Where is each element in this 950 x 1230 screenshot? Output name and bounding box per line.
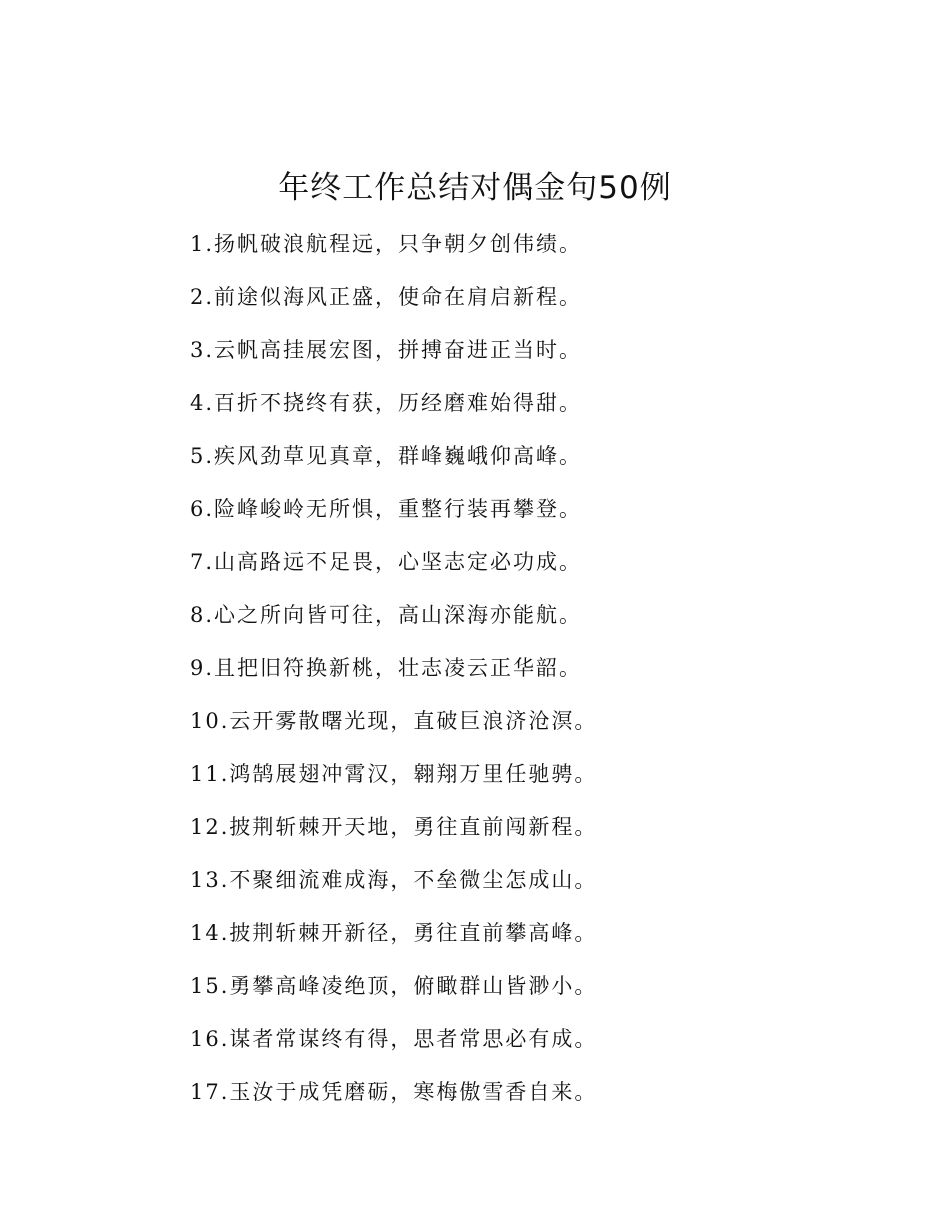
quote-item-12: 12.披荆斩棘开天地，勇往直前闯新程。	[190, 815, 598, 839]
quote-item-10: 10.云开雾散曙光现，直破巨浪济沧溟。	[190, 709, 598, 733]
quote-item-9: 9.且把旧符换新桃，壮志凌云正华韶。	[190, 656, 583, 680]
quote-item-17: 17.玉汝于成凭磨砺，寒梅傲雪香自来。	[190, 1080, 598, 1104]
quote-item-8: 8.心之所向皆可往，高山深海亦能航。	[190, 603, 583, 627]
quote-item-5: 5.疾风劲草见真章，群峰巍峨仰高峰。	[190, 444, 583, 468]
quote-item-16: 16.谋者常谋终有得，思者常思必有成。	[190, 1027, 598, 1051]
quote-item-13: 13.不聚细流难成海，不垒微尘怎成山。	[190, 868, 598, 892]
quote-item-1: 1.扬帆破浪航程远，只争朝夕创伟绩。	[190, 232, 583, 256]
quote-item-3: 3.云帆高挂展宏图，拼搏奋进正当时。	[190, 338, 583, 362]
quote-item-7: 7.山高路远不足畏，心坚志定必功成。	[190, 550, 583, 574]
document-title: 年终工作总结对偶金句50例	[278, 170, 672, 206]
quote-item-2: 2.前途似海风正盛，使命在肩启新程。	[190, 285, 583, 309]
quote-item-11: 11.鸿鹄展翅冲霄汉，翱翔万里任驰骋。	[190, 762, 598, 786]
quote-item-14: 14.披荆斩棘开新径，勇往直前攀高峰。	[190, 921, 598, 945]
quote-item-4: 4.百折不挠终有获，历经磨难始得甜。	[190, 391, 583, 415]
quote-list	[190, 222, 890, 1123]
quote-item-6: 6.险峰峻岭无所惧，重整行装再攀登。	[190, 497, 583, 521]
quote-item-15: 15.勇攀高峰凌绝顶，俯瞰群山皆渺小。	[190, 974, 598, 998]
